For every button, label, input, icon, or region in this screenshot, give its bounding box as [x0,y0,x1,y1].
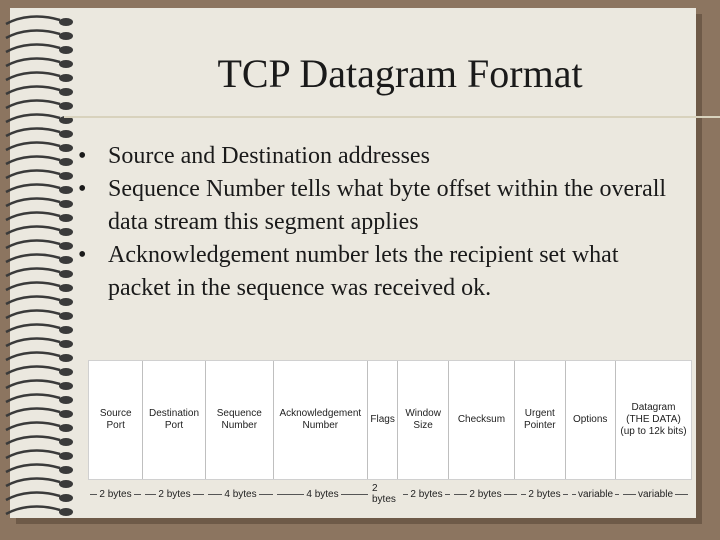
field-acknowledgement-number: Acknowledgement Number [274,361,368,479]
binding-ring [6,45,73,54]
binding-ring [6,59,73,68]
bullet-item [78,140,678,173]
size-label: 2 bytes [143,486,206,502]
size-label: 2 bytes [401,486,452,502]
binding-ring [6,73,73,82]
bullet-item [78,239,678,305]
binding-ring [6,451,73,460]
field-datagram-data: Datagram (THE DATA) (up to 12k bits) [620,402,687,437]
binding-ring [6,311,73,320]
binding-ring [6,423,73,432]
field-destination-port: Destination Port [143,361,205,479]
slide-title: TCP Datagram Format [217,51,583,96]
tcp-header-diagram [88,360,692,480]
title-divider [64,116,720,118]
binding-ring [6,493,73,502]
bullet-icon: • [78,242,87,268]
field-sequence-number: Sequence Number [206,361,274,479]
bullet-text: Acknowledgement number lets the recipient set what packet in the sequence was received ok. [108,242,619,301]
size-label: 2 bytes [452,486,519,502]
binding-ring [6,381,73,390]
binding-ring [6,395,73,404]
binding-ring [6,199,73,208]
spiral-binding [0,8,80,520]
bullet-text: Source and Destination addresses [108,143,430,169]
field-urgent-pointer: Urgent Pointer [515,361,565,479]
size-label: 2 bytes [370,486,401,502]
size-label: 2 bytes [88,486,143,502]
field-window-size: Window Size [398,361,448,479]
size-label: 4 bytes [206,486,275,502]
binding-ring [6,465,73,474]
binding-ring [6,297,73,306]
binding-ring [6,437,73,446]
binding-ring [6,255,73,264]
field-checksum: Checksum [449,361,515,479]
binding-ring [6,157,73,166]
size-label: variable [570,486,621,502]
binding-ring [6,367,73,376]
binding-ring [6,507,73,516]
field-flags: Flags [368,361,399,479]
bullet-text: Sequence Number tells what byte offset within the overall data stream this segment applies [108,176,667,235]
binding-ring [6,479,73,488]
binding-ring [6,115,73,124]
binding-ring [6,31,73,40]
field-options: Options [566,361,616,479]
bullet-icon: • [78,143,87,169]
binding-ring [6,185,73,194]
binding-ring [6,87,73,96]
binding-ring [6,171,73,180]
binding-ring [6,339,73,348]
binding-ring [6,353,73,362]
binding-ring [6,17,73,26]
binding-ring [6,129,73,138]
binding-ring [6,227,73,236]
binding-ring [6,213,73,222]
field-source-port: Source Port [89,361,143,479]
field-size-row [88,483,690,505]
binding-ring [6,325,73,334]
binding-ring [6,101,73,110]
binding-ring [6,269,73,278]
binding-ring [6,283,73,292]
binding-ring [6,143,73,152]
size-label: variable [621,486,690,502]
bullet-item [78,173,678,239]
binding-ring [6,241,73,250]
size-label: 4 bytes [275,486,370,502]
binding-ring [6,409,73,418]
bullet-list [78,140,678,305]
size-label: 2 bytes [519,486,570,502]
bullet-icon: • [78,176,87,202]
